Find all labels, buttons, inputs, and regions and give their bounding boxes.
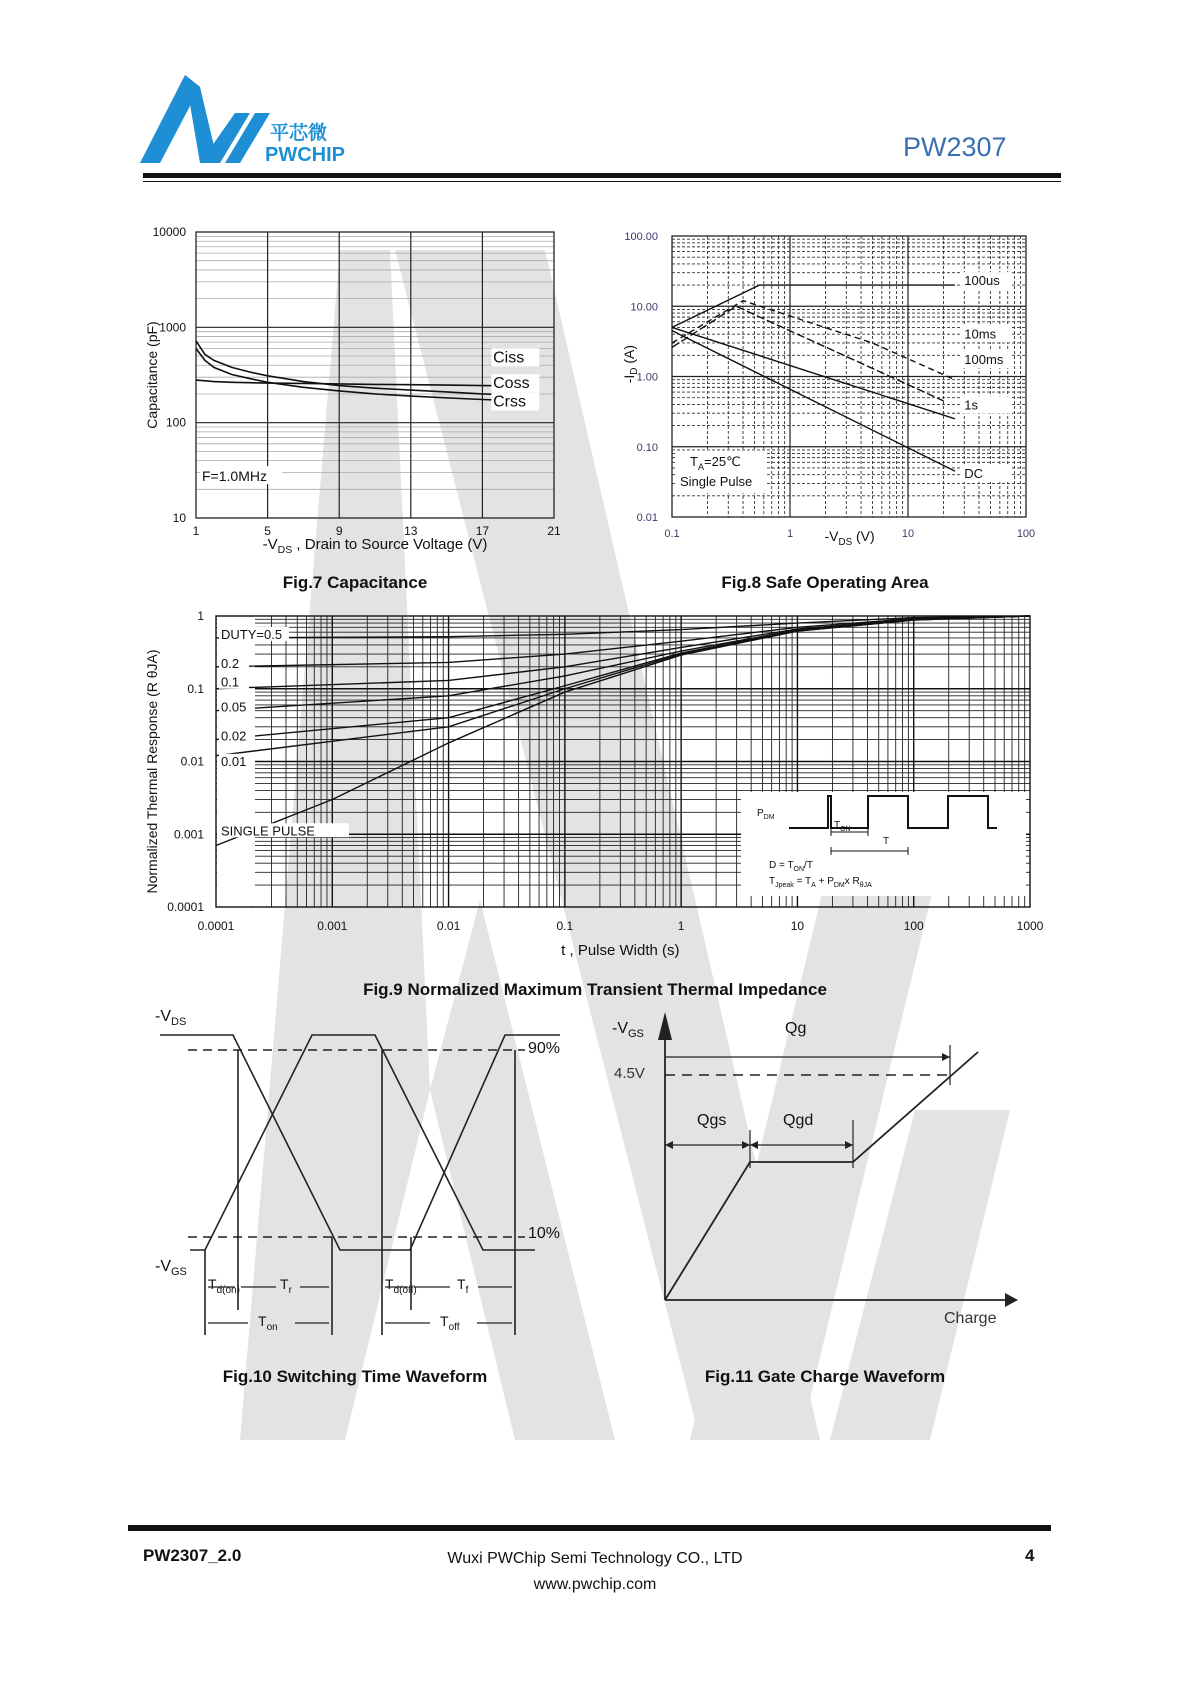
- fig10-10-label: 10%: [528, 1225, 561, 1242]
- fig8-ytick: 0.01: [636, 512, 658, 524]
- logo-en: PWCHIP: [265, 144, 345, 166]
- inset-duty: $D = T_{ON}/T$: [769, 860, 813, 873]
- fig7-xtick: 17: [475, 524, 490, 538]
- fig9-xtick: 0.1: [556, 919, 574, 933]
- fig9-xtick: 1000: [1016, 919, 1044, 933]
- fig9-ytick: 0.1: [187, 681, 204, 696]
- fig7-ytick: 1000: [159, 320, 186, 335]
- fig10-tf: $T_f$: [457, 1276, 469, 1296]
- fig8-ylabel: $-I_D$ (A): [621, 344, 640, 384]
- fig7-xlabel: $-V_{DS}$ , Drain to Source Voltage (V): [262, 536, 488, 556]
- fig7-ylabel: Capacitance (pF): [144, 321, 160, 429]
- fig8-label-dc: DC: [964, 465, 984, 481]
- fig11-qgd: Qgd: [783, 1112, 814, 1129]
- fig7-xtick: 9: [335, 524, 343, 538]
- fig9-label-0-02: 0.02: [221, 728, 247, 744]
- footer-company: Wuxi PWChip Semi Technology CO., LTD: [447, 1550, 743, 1567]
- fig11-caption: Fig.11 Gate Charge Waveform: [704, 1367, 946, 1386]
- fig10-vgs-label: $-V_{GS}$: [155, 1258, 187, 1279]
- fig10-ton: $T_{on}$: [258, 1313, 278, 1333]
- fig8-label-100us: 100us: [964, 273, 1000, 289]
- fig8-ytick: 100.00: [624, 231, 658, 243]
- fig8-ytick: 0.10: [636, 441, 658, 454]
- fig9-label-0-05: 0.05: [221, 699, 247, 715]
- fig7-caption: Fig.7 Capacitance: [282, 573, 428, 592]
- fig7-xtick: 1: [192, 524, 200, 538]
- fig10-tdoff: $T_{d(off)}$: [385, 1276, 417, 1296]
- footer-page: 4: [1025, 1546, 1035, 1565]
- fig7-ytick: 10: [172, 511, 186, 525]
- fig9-xtick: 1: [677, 919, 685, 933]
- fig8-caption: Fig.8 Safe Operating Area: [721, 573, 929, 592]
- fig7-ytick: 100: [165, 415, 186, 430]
- footer-doc: PW2307_2.0: [143, 1546, 242, 1565]
- fig8-label-100ms: 100ms: [964, 352, 1004, 368]
- inset-ton: $T_{ON}$: [834, 820, 851, 833]
- fig8-xtick: 0.1: [664, 528, 680, 540]
- part-number: PW2307: [903, 132, 1007, 162]
- fig7-note: F=1.0MHz: [202, 468, 267, 485]
- header-rule-thin: [143, 181, 1061, 182]
- fig9-ytick: 0.01: [180, 754, 204, 769]
- fig9-xtick: 0.001: [317, 919, 348, 933]
- inset-t: T: [883, 836, 890, 847]
- fig8-xtick: 10: [901, 528, 915, 540]
- fig9-ytick: 0.0001: [167, 900, 204, 914]
- fig8-label-10ms: 10ms: [964, 326, 997, 342]
- fig10-90-label: 90%: [528, 1040, 561, 1057]
- fig8-xlabel: $-V_{DS}$ (V): [824, 528, 875, 548]
- fig10-toff: $T_{off}$: [440, 1313, 460, 1333]
- fig8-label-1s: 1s: [964, 397, 979, 413]
- fig8-ytick: 1.00: [636, 371, 658, 384]
- header: [0, 0, 1189, 190]
- fig11-vgs-label: $-V_{GS}$: [612, 1020, 644, 1041]
- fig9-xlabel: t , Pulse Width (s): [561, 942, 680, 959]
- header-rule: [143, 173, 1061, 178]
- fig11-45v: 4.5V: [614, 1065, 645, 1082]
- fig9-inset: [741, 792, 1026, 896]
- fig7-label-ciss: Ciss: [493, 349, 525, 367]
- fig8-ytick: 10.00: [630, 301, 658, 314]
- fig11-qgs: Qgs: [697, 1112, 727, 1129]
- fig9-caption: Fig.9 Normalized Maximum Transient Thermal Impedance: [363, 980, 827, 999]
- fig7-xtick: 21: [547, 524, 561, 538]
- fig9-xtick: 100: [903, 919, 924, 933]
- fig7-label-coss: Coss: [493, 375, 530, 393]
- fig7-xtick: 5: [264, 524, 271, 538]
- fig9-xtick: 0.01: [436, 919, 461, 933]
- fig8-xtick: 100: [1016, 528, 1036, 540]
- logo-cn: 平芯微: [270, 123, 328, 144]
- fig9-label-duty-0-5: DUTY=0.5: [221, 626, 283, 642]
- fig9-xtick: 0.0001: [197, 919, 235, 933]
- fig11-qg: Qg: [785, 1020, 807, 1037]
- fig9-label-0-1: 0.1: [221, 674, 240, 690]
- fig9-label-0-2: 0.2: [221, 655, 240, 671]
- fig8-xtick: 1: [786, 528, 794, 540]
- fig11-curve: [665, 1052, 978, 1300]
- footer-url: www.pwchip.com: [533, 1576, 657, 1593]
- fig10-caption: Fig.10 Switching Time Waveform: [222, 1367, 488, 1386]
- fig9-ylabel: Normalized Thermal Response (R θJA): [144, 649, 160, 894]
- inset-pdm: $P_{DM}$: [757, 808, 775, 821]
- fig7-label-crss: Crss: [493, 393, 527, 411]
- fig9-ytick: 1: [197, 609, 204, 623]
- fig8-note-pulse: Single Pulse: [680, 474, 753, 490]
- fig10-tr: $T_r$: [280, 1276, 292, 1296]
- inset-tj: $T_{Jpeak} = T_A + P_{DM}x$ $R_{\theta JA}$: [769, 876, 872, 889]
- fig7-xtick: 13: [404, 524, 418, 538]
- fig10-tdon: $T_{d(on)}$: [208, 1276, 240, 1296]
- fig10-vds-label: $-V_{DS}$: [155, 1008, 187, 1029]
- fig9-ytick: 0.001: [173, 827, 204, 842]
- fig7-ytick: 10000: [152, 225, 186, 239]
- fig9-label-0-01: 0.01: [221, 753, 247, 769]
- fig9-label-single-pulse: SINGLE PULSE: [221, 823, 315, 839]
- fig8-note-ta: $T_A=25℃$: [690, 454, 741, 473]
- fig9-xtick: 10: [790, 919, 805, 933]
- fig11-charge: Charge: [944, 1310, 997, 1327]
